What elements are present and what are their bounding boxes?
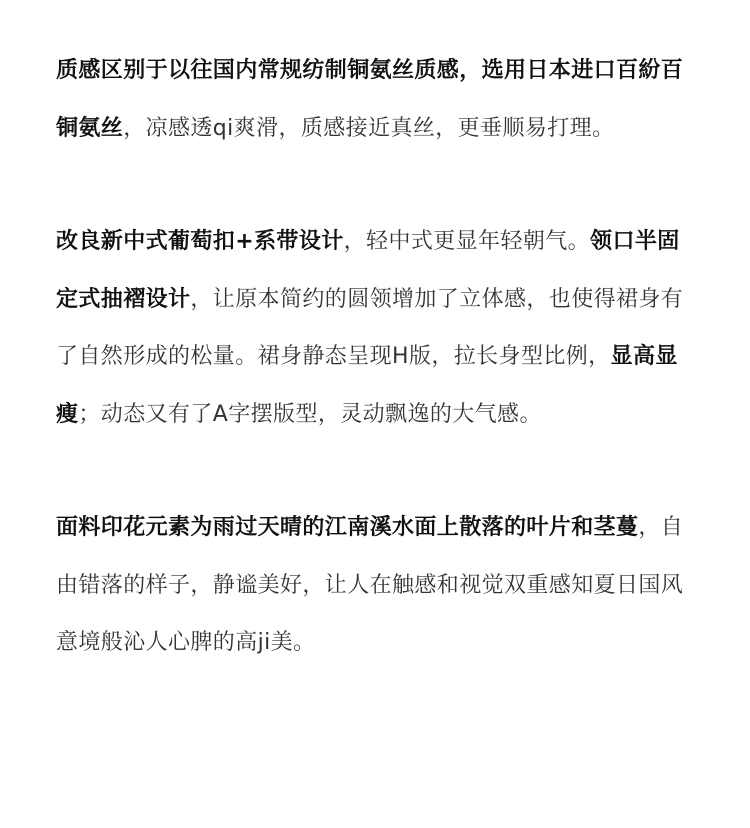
fabric-text: ，凉感透qi爽滑，质感接近真丝，更垂顺易打理。 <box>123 115 615 141</box>
design-text: ，轻中式更显年轻朝气。 <box>343 229 591 254</box>
product-description <box>56 42 696 672</box>
print-highlight: 面料印花元素为雨过天晴的江南溪水面上散落的叶片和茎蔓 <box>56 515 639 540</box>
fabric-highlight: 质感区别于以往国内常规纺制铜氨丝质感，选用日本进口百紛百铜氨丝 <box>56 58 684 141</box>
paragraph-design <box>56 213 696 443</box>
movement-text: ；动态又有了A字摆版型，灵动飘逸的大气感。 <box>78 401 542 427</box>
paragraph-fabric <box>56 42 696 157</box>
paragraph-print <box>56 499 696 672</box>
button-design-highlight: 改良新中式葡萄扣+系带设计 <box>56 229 344 254</box>
collar-design-highlight: 领口半固定式抽褶设计 <box>56 229 680 312</box>
slimming-highlight: 显高显瘦 <box>56 344 678 427</box>
print-text: ，自由错落的样子，静谧美好，让人在触感和视觉双重感知夏日国风意境般沁人心脾的高ji美。 <box>56 515 684 655</box>
silhouette-text: ，让原本简约的圆领增加了立体感，也使得裙身有了自然形成的松量。裙身静态呈现H版，拉长身型比例， <box>56 286 684 369</box>
